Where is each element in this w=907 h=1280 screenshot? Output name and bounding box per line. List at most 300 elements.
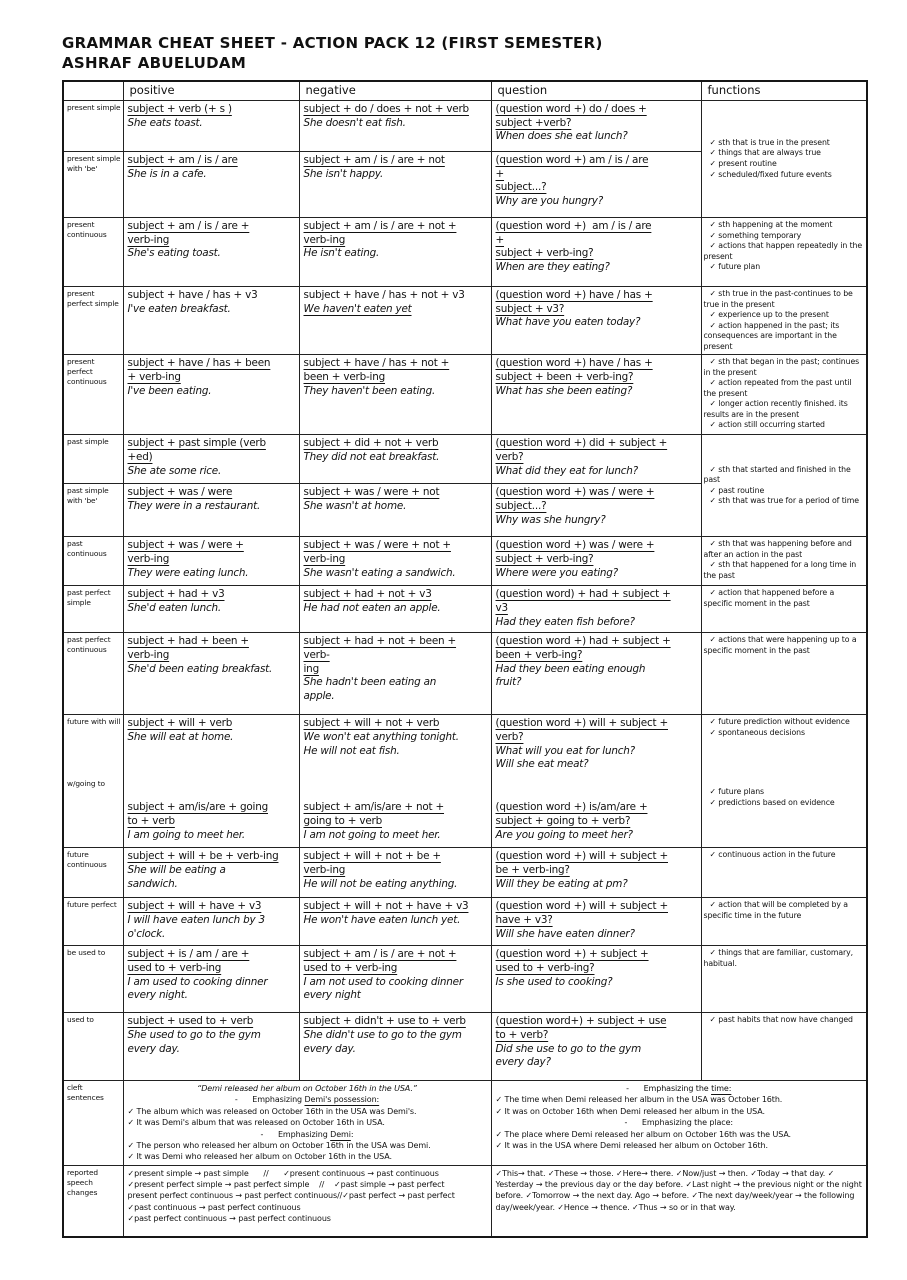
formula-line: (question word +) am / is / are [495,220,652,232]
cell-positive [123,355,299,435]
formula-line: subject + v3? [495,302,565,315]
function-item: ✓ future prediction without evidence [709,717,850,727]
row-label-future-with-will: future with will [67,717,121,727]
mixed-line: - Emphasizing Demi's possession: [234,1095,380,1105]
formula-line: verb-ing [303,552,346,565]
row-past-perfect-simple [63,586,867,633]
formula-line: (question word +) + subject + [495,948,649,961]
function-item: ✓ continuous action in the future [709,850,836,860]
example-line: What did they eat for lunch? [495,464,638,477]
function-item: ✓ sth happening at the moment [709,220,833,229]
example-line: Where were you eating? [495,566,618,579]
row-present-perfect-continuous [63,355,867,435]
formula-line: subject + was / were + not [303,486,440,499]
function-item: ✓ sth that was true for a period of time [709,496,859,506]
formula-line: subject + am / is / are [127,154,238,166]
cell-negative [299,715,491,848]
example-line: Why was she hungry? [495,513,606,526]
cell-functions [701,287,867,355]
example-line: I've been eating. [127,384,212,397]
example-line: Is she used to cooking? [495,975,613,988]
cell-positive [123,537,299,586]
cell-question [491,435,701,484]
text-line: ✓past continuous → past perfect continuous [127,1202,301,1212]
cell-negative [299,848,491,898]
function-item: ✓ past habits that now have changed [709,1015,853,1025]
row-future-continuous [63,848,867,898]
formula-line: subject...? [495,499,547,512]
formula-line: + [495,233,505,246]
cell-question [491,355,701,435]
cell-positive [123,946,299,1013]
function-item: ✓ experience up to the present [709,310,829,320]
example-line: She's eating toast. [127,247,221,260]
text-line: ✓ It was in the USA where Demi released her album on October 16th. [495,1140,768,1150]
formula-line: subject + going to + verb? [495,814,631,827]
function-item: ✓ present routine [709,159,777,168]
formula-line: (question word +) had + subject + [495,635,671,648]
text-line: ✓ It was Demi who released her album on October 16th in the USA. [127,1152,392,1162]
formula-line: subject + will + verb [127,717,233,730]
row-be-used-to [63,946,867,1013]
cell-positive [123,287,299,355]
formula-line: verb- [303,648,330,661]
example-line: She is in a cafe. [127,167,207,180]
cell-functions [701,218,867,287]
function-item: ✓ scheduled/fixed future events [709,169,832,179]
cell-functions [701,435,867,537]
function-item: ✓ actions that were happening up to a specific moment in the past [703,635,857,655]
formula-line: used to + verb-ing [303,961,398,974]
formula-line: subject + am / is / are + [127,220,250,232]
cell-positive [123,715,299,848]
example-line: He will not be eating anything. [303,877,458,890]
cell-left [123,1165,491,1237]
formula-line: + verb-ing [127,370,181,383]
formula-line: subject + am/is/are + going [127,801,268,814]
cell-negative [299,484,491,537]
cell-positive [123,1013,299,1081]
formula-line: subject + have / has + not + [303,357,450,370]
column-header-functions: functions [701,81,867,101]
function-item: ✓ sth true in the past-continues to be true in the present [703,289,853,309]
cell-question [491,848,701,898]
group-will-functions [704,717,865,787]
function-item: ✓ action happened in the past; its consequences are important in the present [703,320,840,351]
cell-positive [123,484,299,537]
row-past-simple [63,435,867,484]
row-label: be used to [63,946,123,1013]
cell-question [491,898,701,946]
example-line: They haven't been eating. [303,384,436,397]
example-line: He will not eat fish. [303,744,400,757]
cell-negative [299,946,491,1013]
formula-line: verb-ing [127,233,170,246]
function-item: ✓ action that happened before a specific moment in the past [703,588,835,608]
cell-left [123,1081,491,1166]
example-line: I am going to meet her. [127,828,245,841]
formula-line: subject + was / were + not + [303,539,451,552]
formula-line: + [495,167,505,180]
function-item: ✓ something temporary [709,230,802,240]
formula-line: used to + verb-ing [127,961,222,974]
row-label: cleft sentences [63,1081,123,1166]
example-line: They were in a restaurant. [127,499,261,512]
table-body [63,81,867,1237]
group-will [304,717,487,801]
function-item: ✓ future plans [709,787,765,797]
formula-line: been + verb-ing? [495,648,583,661]
cell-positive [123,152,299,218]
example-line: Had they eaten fish before? [495,615,635,628]
example-line: She ate some rice. [127,464,222,477]
text-line: present perfect continuous → past perfect continuous//✓past perfect → past perfect [127,1191,455,1201]
row-label: future continuous [63,848,123,898]
group-going-to-functions [704,787,865,808]
example-line: She wasn't eating a sandwich. [303,566,456,579]
cell-functions [701,633,867,715]
cell-negative [299,152,491,218]
formula-line: have + v3? [495,913,553,926]
example-line: Why are you hungry? [495,195,604,208]
text-line: - Emphasizing the place: [624,1118,734,1128]
formula-line: verb? [495,730,524,743]
formula-line: subject + am / is / are + not [303,154,445,166]
example-line: She'd eaten lunch. [127,601,222,614]
function-item: ✓ things that are familiar, customary, habitual. [703,948,854,968]
cell-functions [701,1013,867,1081]
function-item: ✓ sth that started and finished in the past [703,464,851,485]
formula-line: subject + am/is/are + not + [303,801,445,814]
row-label: present continuous [63,218,123,287]
function-item: ✓ longer action recently finished. its results are in the present [703,399,848,419]
row-past-continuous [63,537,867,586]
text-line: ✓present simple → past simple // ✓present continuous → past continuous [127,1168,439,1178]
row-label: past perfect simple [63,586,123,633]
example-line: When are they eating? [495,261,610,274]
grammar-cheat-sheet-table [62,80,868,1238]
column-header-question: question [491,81,701,101]
formula-line: subject + will + not + verb [303,717,440,730]
row-label: present simple with 'be' [63,152,123,218]
function-item: ✓ future plan [709,262,761,272]
cell-question [491,715,701,848]
example-line: She didn't use to go to the gym [303,1028,462,1041]
cell-functions [701,848,867,898]
column-header-negative: negative [299,81,491,101]
cell-negative [299,898,491,946]
example-line: She wasn't at home. [303,499,407,512]
example-line: They did not eat breakfast. [303,450,440,463]
example-line: He had not eaten an apple. [303,601,441,614]
row-label: past simple with 'be' [63,484,123,537]
formula-line: subject + had + not + been + [303,635,457,648]
example-line: I am not used to cooking dinner [303,975,463,988]
formula-line: subject + will + not + have + v3 [303,900,469,913]
cell-negative [299,633,491,715]
cell-negative [299,218,491,287]
cell-negative [299,287,491,355]
row-label: past continuous [63,537,123,586]
cell-negative [299,101,491,152]
example-line: every night. [127,989,188,1002]
example-line: apple. [303,690,335,703]
formula-line: (question word +) will + subject + [495,850,668,863]
cell-negative [299,586,491,633]
formula-line: ing [303,662,319,675]
example-line: She doesn't eat fish. [303,116,406,129]
cell-functions [701,586,867,633]
example-line: Will she have eaten dinner? [495,927,635,940]
example-line: She eats toast. [127,116,203,129]
function-item: ✓ sth that began in the past; continues in the present [703,357,860,377]
cell-positive [123,586,299,633]
row-future-perfect [63,898,867,946]
row-label [63,715,123,848]
formula-line: be + verb-ing? [495,863,570,876]
row-cleft-sentences [63,1081,867,1166]
cell-right [491,1081,867,1166]
function-item: ✓ spontaneous decisions [709,727,805,737]
example-line: What has she been eating? [495,384,633,397]
cell-question [491,537,701,586]
text-line: ✓present perfect simple → past perfect simple // ✓past simple → past perfect [127,1179,445,1189]
group-going-to [496,801,697,842]
cell-question [491,1013,701,1081]
row-label: reported speech changes [63,1165,123,1237]
cell-functions [701,101,867,218]
formula-line: to + verb? [495,1028,549,1041]
mixed-line: - Emphasizing Demi: [260,1129,354,1139]
example-line: every day? [495,1056,551,1069]
formula-line: verb-ing [127,648,170,661]
text-line: subject + have / has + not + v3 [303,289,465,301]
formula-line: verb-ing [127,552,170,565]
corner-cell [63,81,123,101]
example-line: He won't have eaten lunch yet. [303,913,461,926]
cell-positive [123,435,299,484]
text-line: ✓ The time when Demi released her album in the USA was October 16th. [495,1095,783,1105]
formula-line: been + verb-ing [303,370,386,383]
row-label: future perfect [63,898,123,946]
cell-functions [701,715,867,848]
formula-line: (question word +) have / has + [495,357,653,370]
row-past-perfect-continuous [63,633,867,715]
formula-line: (question word +) is/am/are + [495,801,648,814]
example-line: every day. [303,1042,356,1055]
group-going-to [304,801,487,842]
mixed-line: - Emphasizing the time: [626,1084,732,1094]
header-row [63,81,867,101]
formula-line: verb-ing [303,863,346,876]
formula-line: subject + do / does + not + verb [303,103,469,115]
example-line: Will she eat meat? [495,758,589,771]
row-present-perfect-simple [63,287,867,355]
row-label-w-going-to: w/going to [67,779,105,789]
formula-line: verb? [495,450,524,463]
example-line: Are you going to meet her? [495,828,633,841]
example-line: I am not going to meet her. [303,828,441,841]
formula-line: subject + had + not + v3 [303,588,432,601]
function-item: ✓ action that will be completed by a specific time in the future [703,900,848,920]
example-line: She'd been eating breakfast. [127,662,273,675]
example-line: She used to go to the gym [127,1028,261,1041]
row-label: past perfect continuous [63,633,123,715]
cell-question [491,152,701,218]
row-future-with-will-and-w-going-to [63,715,867,848]
page-title: GRAMMAR CHEAT SHEET - ACTION PACK 12 (FIRST SEMESTER) [62,34,603,52]
text-line: ✓ The person who released her album on October 16th in the USA was Demi. [127,1140,431,1150]
formula-line: (question word +) am / is / are [495,154,649,166]
row-present-simple [63,101,867,152]
formula-line: (question word +) have / has + [495,289,653,301]
formula-line: going to + verb [303,814,382,827]
example-line: Will they be eating at pm? [495,877,628,890]
group-will [128,717,295,801]
formula-line: subject + had + v3 [127,588,225,601]
example-line: Had they been eating enough [495,662,646,675]
cell-question [491,484,701,537]
text-line: ✓ The album which was released on October 16th in the USA was Demi's. [127,1106,417,1116]
formula-line: (question word +) was / were + [495,486,655,499]
formula-line: subject + had + been + [127,635,249,648]
example-line: every day. [127,1042,180,1055]
row-label: past simple [63,435,123,484]
formula-line: (question word +) do / does + [495,103,647,115]
example-line: o'clock. [127,927,166,940]
example-line: I've eaten breakfast. [127,302,231,315]
formula-line: (question word +) did + subject + [495,437,668,450]
formula-line: subject + verb (+ s ) [127,103,232,115]
group-going-to [128,801,295,842]
formula-line: subject...? [495,181,547,194]
row-reported-speech-changes [63,1165,867,1237]
example-line: I will have eaten lunch by 3 [127,913,265,926]
example-line: We haven't eaten yet [303,302,412,315]
cell-positive [123,633,299,715]
formula-line: (question word) + had + subject + [495,588,671,601]
example-line: I am used to cooking dinner [127,975,268,988]
formula-line: (question word +) will + subject + [495,717,668,730]
example-line: She will eat at home. [127,730,234,743]
function-item: ✓ action repeated from the past until the present [703,378,852,398]
formula-line: subject + was / were + [127,539,244,552]
cell-positive [123,848,299,898]
function-item: ✓ things that are always true [709,148,821,158]
formula-line: subject +verb? [495,116,572,129]
cell-question [491,946,701,1013]
example-line: What will you eat for lunch? [495,744,635,757]
text-line: ✓ It was Demi's album that was released on October 16th in USA. [127,1118,385,1128]
cell-positive [123,101,299,152]
formula-line: used to + verb-ing? [495,961,595,974]
text-line: subject + have / has + v3 [127,289,258,301]
formula-line: v3 [495,601,508,614]
function-item: ✓ predictions based on evidence [709,797,835,807]
cell-positive [123,898,299,946]
example-line: When does she eat lunch? [495,130,628,143]
cell-question [491,586,701,633]
cell-functions [701,537,867,586]
function-item: ✓ actions that happen repeatedly in the present [703,241,863,261]
formula-line: (question word +) will + subject + [495,900,668,913]
formula-line: subject + verb-ing? [495,247,594,260]
cell-negative [299,355,491,435]
formula-line: verb-ing [303,233,346,246]
formula-line: subject + was / were [127,486,233,499]
formula-line: (question word +) was / were + [495,539,655,552]
formula-line: subject + will + be + verb-ing [127,850,279,863]
formula-line: subject + verb-ing? [495,552,594,565]
formula-line: subject + past simple (verb [127,437,266,450]
text-line: ✓ The place where Demi released her album on October 16th was the USA. [495,1129,791,1139]
example-line: She hadn't been eating an [303,676,437,689]
cell-positive [123,218,299,287]
row-used-to [63,1013,867,1081]
function-item: ✓ action still occurring started [709,420,825,430]
cell-functions [701,946,867,1013]
function-item: ✓ sth that happened for a long time in the past [703,560,857,580]
example-line: sandwich. [127,877,178,890]
cell-right [491,1165,867,1237]
example-line: What have you eaten today? [495,316,641,329]
column-header-positive: positive [123,81,299,101]
formula-line: subject + will + not + be + [303,850,441,863]
example-line: They were eating lunch. [127,566,249,579]
cell-functions [701,355,867,435]
formula-line: (question word+) + subject + use [495,1015,667,1028]
row-label: present perfect simple [63,287,123,355]
formula-line: subject + did + not + verb [303,437,439,450]
formula-line: subject + will + have + v3 [127,900,262,913]
cell-negative [299,435,491,484]
formula-line: subject + is / am / are + [127,948,250,961]
group-will [496,717,697,801]
row-label: used to [63,1013,123,1081]
formula-line: subject + have / has + been [127,357,271,370]
cell-question [491,101,701,152]
formula-line: subject + used to + verb [127,1015,254,1028]
text-line: ✓ It was on October 16th when Demi released her album in the USA. [495,1106,765,1116]
function-item: ✓ past routine [709,485,765,495]
example-line: fruit? [495,676,522,689]
formula-line: subject + am / is / are + not + [303,220,457,232]
formula-line: subject + am / is / are + not + [303,948,457,961]
cell-negative [299,537,491,586]
cell-question [491,287,701,355]
example-line: “Demi released her album on October 16th in the USA.” [197,1084,417,1094]
formula-line: subject + didn't + use to + verb [303,1015,466,1028]
author-name: ASHRAF ABUELUDAM [62,53,247,72]
cell-functions [701,898,867,946]
row-present-continuous [63,218,867,287]
function-item: ✓ sth that is true in the present [709,137,830,147]
cell-question [491,633,701,715]
formula-line: +ed) [127,450,153,463]
cell-negative [299,1013,491,1081]
formula-line: to + verb [127,814,175,827]
formula-line: subject + been + verb-ing? [495,370,634,383]
text-line: ✓past perfect continuous → past perfect continuous [127,1214,331,1224]
cell-question [491,218,701,287]
row-label: present simple [63,101,123,152]
row-label: present perfect continuous [63,355,123,435]
example-line: She isn't happy. [303,167,384,180]
text-line: ✓This→ that. ✓These → those. ✓Here→ there. ✓Now/just → then. ✓Today → that day. ✓ Yesterday → the previous day or the day before. ✓Last night → the previous night or the night before. ✓Tomorrow → the next day. Ago → before. ✓The next day/week/year → the following day/week/year. ✓Hence → thence. ✓Thus → so or in that way. [495,1168,865,1212]
example-line: He isn't eating. [303,247,380,260]
example-line: every night [303,989,361,1002]
example-line: We won't eat anything tonight. [303,730,459,743]
